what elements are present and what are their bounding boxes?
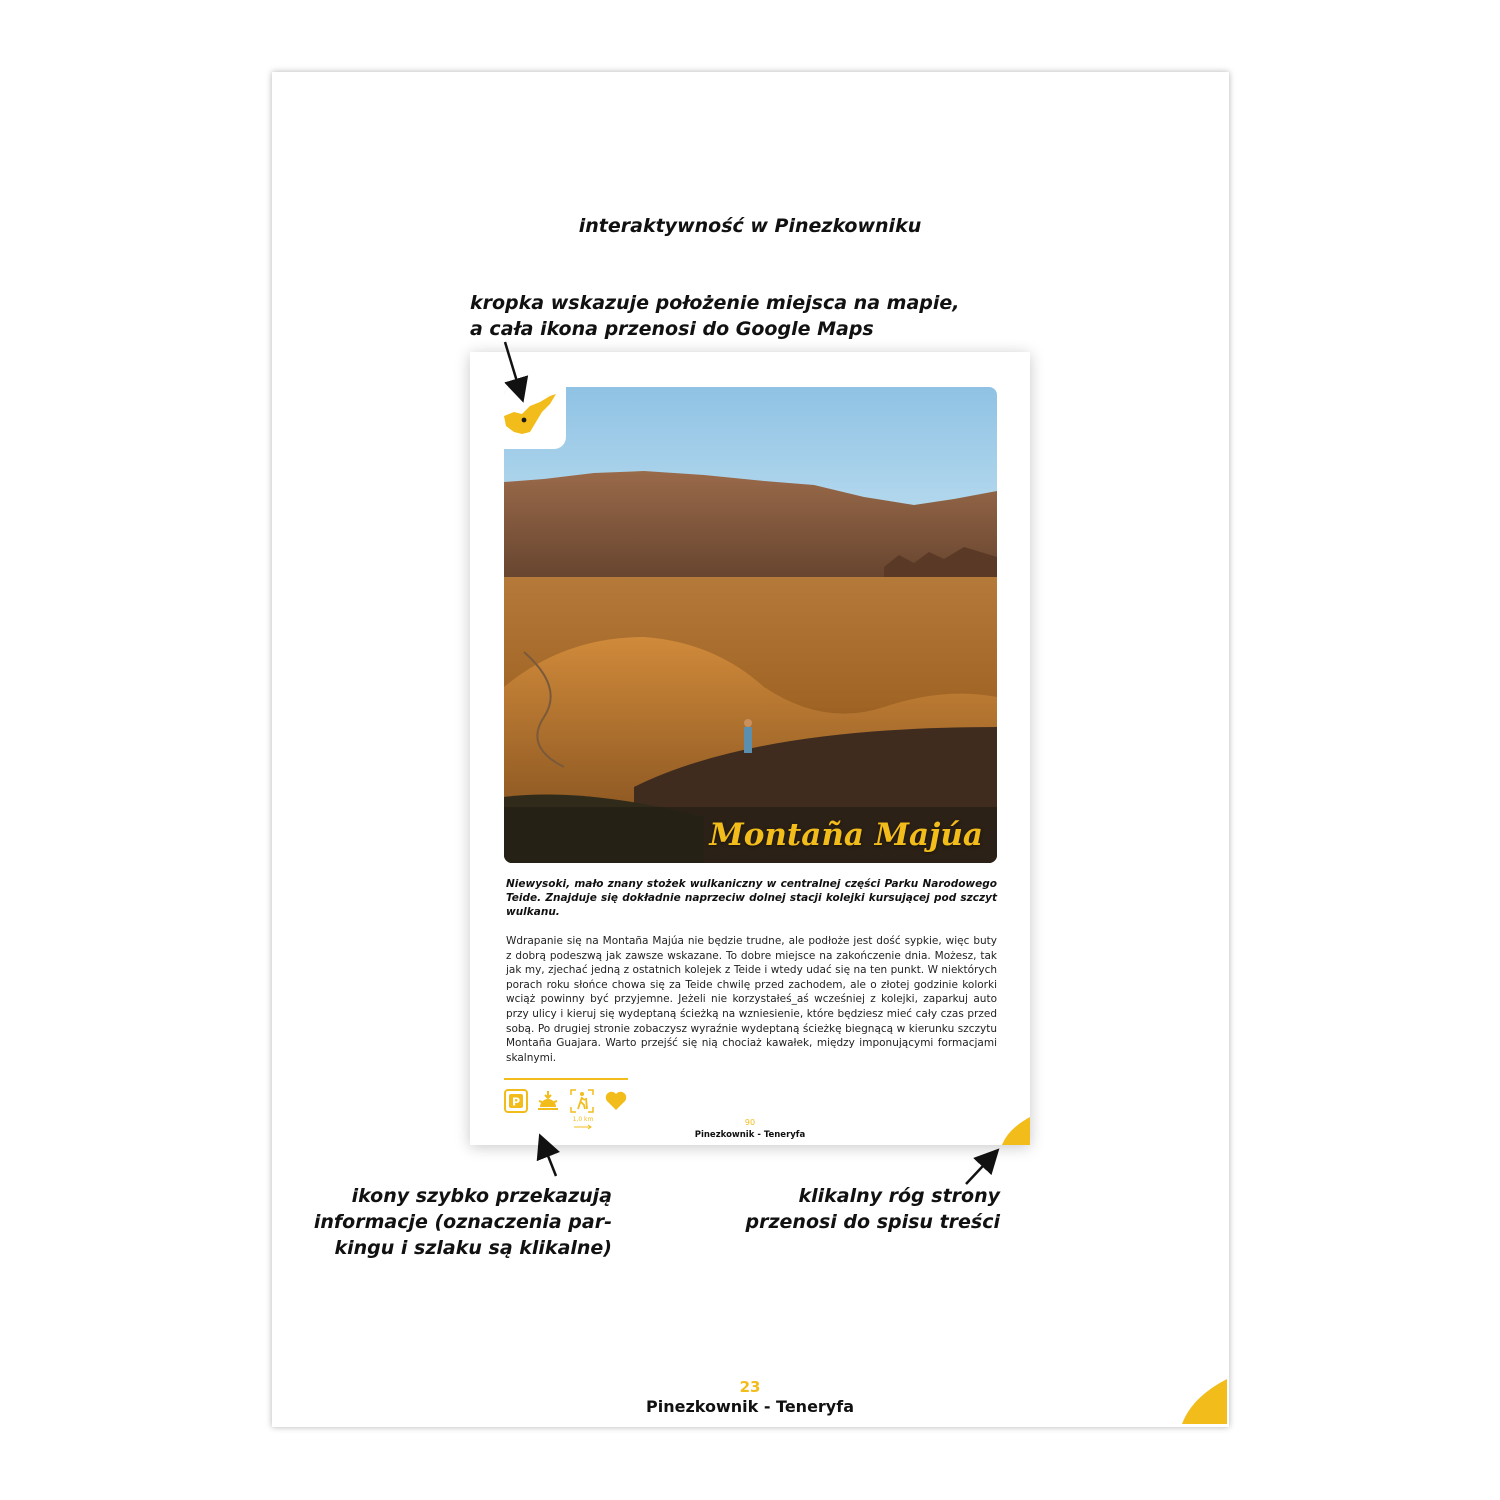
annotation-icons-line-3: kingu i szlaku są klikalne)	[334, 1237, 612, 1259]
hero-photo	[504, 387, 997, 863]
inner-page-number: 90	[744, 1118, 756, 1127]
parking-icon[interactable]	[504, 1089, 528, 1113]
inner-page-name: Pinezkownik - Teneryfa	[694, 1130, 806, 1140]
outer-toc-corner-icon[interactable]	[1182, 1379, 1227, 1424]
annotation-map-icon	[470, 290, 1030, 342]
page-title: interaktywność w Pinezkowniku	[578, 215, 922, 237]
toc-corner-icon[interactable]	[1002, 1117, 1030, 1145]
divider	[504, 1078, 628, 1080]
annotation-icons-line-2: informacje (oznaczenia par-	[313, 1211, 612, 1233]
parking-letter: P	[511, 1095, 521, 1109]
annotation-corner-line-2: przenosi do spisu treści	[745, 1211, 1000, 1233]
sunset-icon	[536, 1089, 560, 1113]
trail-distance: 1,0 km	[572, 1116, 594, 1123]
annotation-map-line-1: kropka wskazuje położenie miejsca na mapie,	[470, 292, 960, 314]
landscape-illustration	[504, 387, 997, 863]
outer-page-number: 23	[739, 1378, 761, 1396]
photo-title: Montaña Majúa	[709, 817, 983, 853]
island-map-icon[interactable]	[500, 392, 560, 444]
annotation-map-line-2: a cała ikona przenosi do Google Maps	[470, 318, 874, 340]
annotation-icons	[300, 1183, 612, 1261]
body-paragraph: Wdrapanie się na Montaña Majúa nie będzie trudne, ale podłoże jest dość sypkie, więc buty z dobrą podeszwą jak zawsze wskazane. To dobre miejsce na zakończenie dnia. Możesz, tak jak my, zjechać jedną z ostatnich kolejek z Teide i wtedy udać się na ten punkt. W niektórych porach roku słońce chowa się za Teide chwilę przed zachodem, ale o złotej godzinie kolorki wciąż powinny być przyjemne. Jeżeli nie korzystałeś_aś wcześniej z kolejki, zaparkuj auto przy ulicy i kieruj się wydeptaną ścieżką na wzniesienie, które będziesz mieć cały czas przed sobą. Po drugiej stronie zobaczysz wyraźnie wydeptaną ścieżkę biegnącą w kierunku szczytu Montaña Guajara. Warto przejść się nią chociaż kawałek, między imponującymi formacjami skalnymi.	[506, 935, 997, 1064]
heart-icon	[604, 1089, 628, 1113]
location-dot-icon	[522, 418, 527, 423]
outer-page-name: Pinezkownik - Teneryfa	[645, 1397, 854, 1416]
hiking-trail-icon[interactable]	[570, 1089, 594, 1113]
inner-page-preview	[470, 352, 1030, 1145]
annotation-icons-line-1: ikony szybko przekazują	[351, 1185, 612, 1207]
lead-paragraph: Niewysoki, mało znany stożek wulkaniczny w centralnej części Parku Narodowego Teide. Znajduje się dokładnie naprzeciw dolnej stacji kolejki kursującej pod szczyt wulkanu.	[506, 878, 997, 918]
annotation-corner-line-1: klikalny róg strony	[798, 1185, 1000, 1207]
annotation-corner	[700, 1183, 1000, 1235]
